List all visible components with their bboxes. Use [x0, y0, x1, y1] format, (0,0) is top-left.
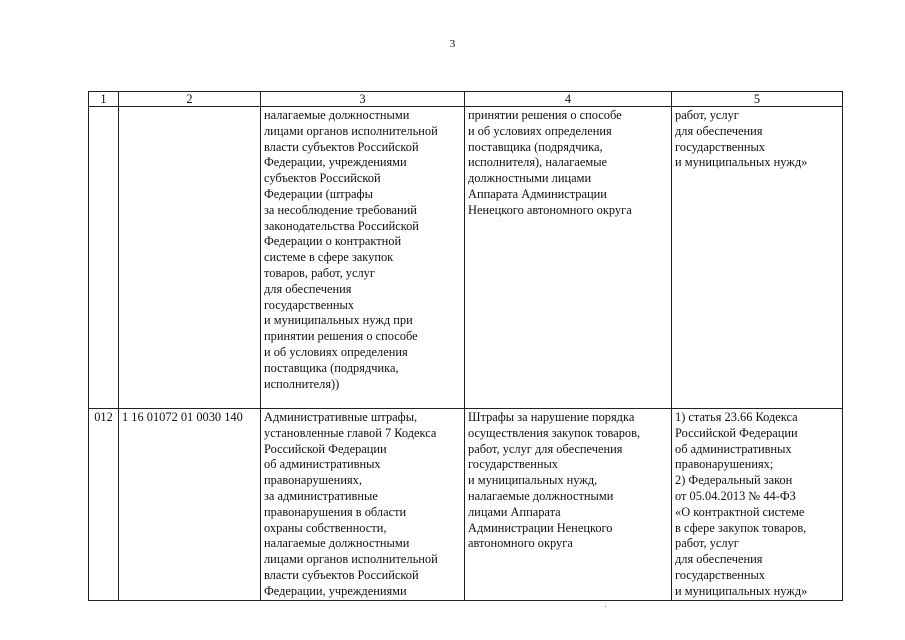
cell-text-line: об административных: [675, 441, 792, 456]
cell-text-line: лицами органов исполнительной: [264, 552, 438, 567]
cell-text-line: налагаемые должностными: [468, 488, 614, 503]
cell-text-line: работ, услуг: [675, 108, 739, 122]
cell-text-line: об административных: [264, 457, 381, 472]
table-row: [89, 409, 843, 601]
cell-text-line: правонарушениях,: [264, 473, 362, 488]
cell-text-line: власти субъектов Российской: [264, 139, 419, 154]
cell-text-line: лицами Аппарата: [468, 504, 561, 519]
header-col-4: 4: [465, 92, 672, 107]
cell-text-line: работ, услуг для обеспечения: [468, 441, 623, 456]
row-kbk: [119, 107, 261, 409]
row-kbk: 1 16 01072 01 0030 140: [119, 409, 261, 601]
scan-speck: [605, 606, 606, 607]
cell-text-line: Федерации о контрактной: [264, 234, 402, 249]
row-description: [465, 409, 672, 601]
cell-text-line: в сфере закупок товаров,: [675, 520, 807, 535]
cell-text-line: 2) Федеральный закон: [675, 473, 793, 488]
cell-text-line: и муниципальных нужд,: [468, 473, 598, 488]
cell-text-line: правонарушения в области: [264, 504, 407, 519]
cell-text-line: Штрафы за нарушение порядка: [468, 410, 635, 424]
cell-text-line: лицами органов исполнительной: [264, 123, 438, 138]
header-col-1: 1: [89, 92, 119, 107]
cell-text-line: государственных: [264, 297, 355, 312]
row-legal-basis: [672, 107, 843, 409]
table-row: [89, 107, 843, 409]
cell-text-line: должностными лицами: [468, 171, 592, 186]
cell-text-line: за административные: [264, 488, 378, 503]
row-income-name: [261, 409, 465, 601]
cell-text-line: и муниципальных нужд при: [264, 313, 413, 328]
cell-text-line: от 05.04.2013 № 44-ФЗ: [675, 488, 796, 503]
header-col-2: 2: [119, 92, 261, 107]
cell-text-line: Российской Федерации: [264, 441, 387, 456]
cell-text-line: системе в сфере закупок: [264, 250, 394, 265]
cell-text-line: Административные штрафы,: [264, 410, 418, 424]
cell-text-line: осуществления закупок товаров,: [468, 425, 641, 440]
row-description: [465, 107, 672, 409]
cell-text-line: исполнителя)): [264, 376, 340, 391]
cell-text-line: работ, услуг: [675, 536, 739, 551]
cell-text-line: Российской Федерации: [675, 425, 798, 440]
cell-text-line: государственных: [675, 139, 766, 154]
row-code: [89, 107, 119, 409]
cell-text-line: субъектов Российской: [264, 171, 381, 186]
cell-text-line: исполнителя), налагаемые: [468, 155, 608, 170]
page-number: 3: [449, 38, 456, 50]
cell-text-line: Федерации, учреждениями: [264, 155, 407, 170]
cell-text-line: за несоблюдение требований: [264, 202, 417, 217]
header-col-5: 5: [672, 92, 843, 107]
cell-text-line: Ненецкого автономного округа: [468, 202, 632, 217]
header-row: [89, 92, 843, 107]
cell-text-line: государственных: [675, 567, 766, 582]
cell-text-line: охраны собственности,: [264, 520, 387, 535]
cell-text-line: поставщика (подрядчика,: [264, 360, 399, 375]
cell-text-line: Федерации (штрафы: [264, 186, 373, 201]
cell-text-line: власти субъектов Российской: [264, 567, 419, 582]
cell-text-line: Аппарата Администрации: [468, 186, 607, 201]
cell-text-line: принятии решения о способе: [264, 329, 418, 344]
cell-text-line: государственных: [468, 457, 559, 472]
cell-text-line: и муниципальных нужд»: [675, 583, 808, 598]
cell-text-line: правонарушениях;: [675, 457, 774, 472]
cell-text-line: «О контрактной системе: [675, 504, 805, 519]
cell-text-line: законодательства Российской: [264, 218, 419, 233]
cell-text-line: и об условиях определения: [468, 123, 612, 138]
row-legal-basis: [672, 409, 843, 601]
cell-text-line: для обеспечения: [675, 552, 763, 567]
cell-text-line: и муниципальных нужд»: [675, 155, 808, 170]
cell-text-line: поставщика (подрядчика,: [468, 139, 603, 154]
cell-text-line: для обеспечения: [264, 281, 352, 296]
cell-text-line: налагаемые должностными: [264, 536, 410, 551]
cell-text-line: автономного округа: [468, 536, 573, 551]
cell-text-line: для обеспечения: [675, 123, 763, 138]
cell-text-line: 1) статья 23.66 Кодекса: [675, 410, 798, 424]
cell-text-line: Администрации Ненецкого: [468, 520, 613, 535]
cell-text-line: установленные главой 7 Кодекса: [264, 425, 437, 440]
cell-text-line: Федерации, учреждениями: [264, 583, 407, 598]
cell-text-line: товаров, работ, услуг: [264, 265, 375, 280]
cell-text-line: принятии решения о способе: [468, 108, 622, 122]
header-col-3: 3: [261, 92, 465, 107]
budget-codes-table: [88, 91, 843, 601]
row-income-name: [261, 107, 465, 409]
cell-text-line: налагаемые должностными: [264, 108, 410, 122]
cell-text-line: и об условиях определения: [264, 344, 408, 359]
row-code: 012: [89, 409, 119, 601]
